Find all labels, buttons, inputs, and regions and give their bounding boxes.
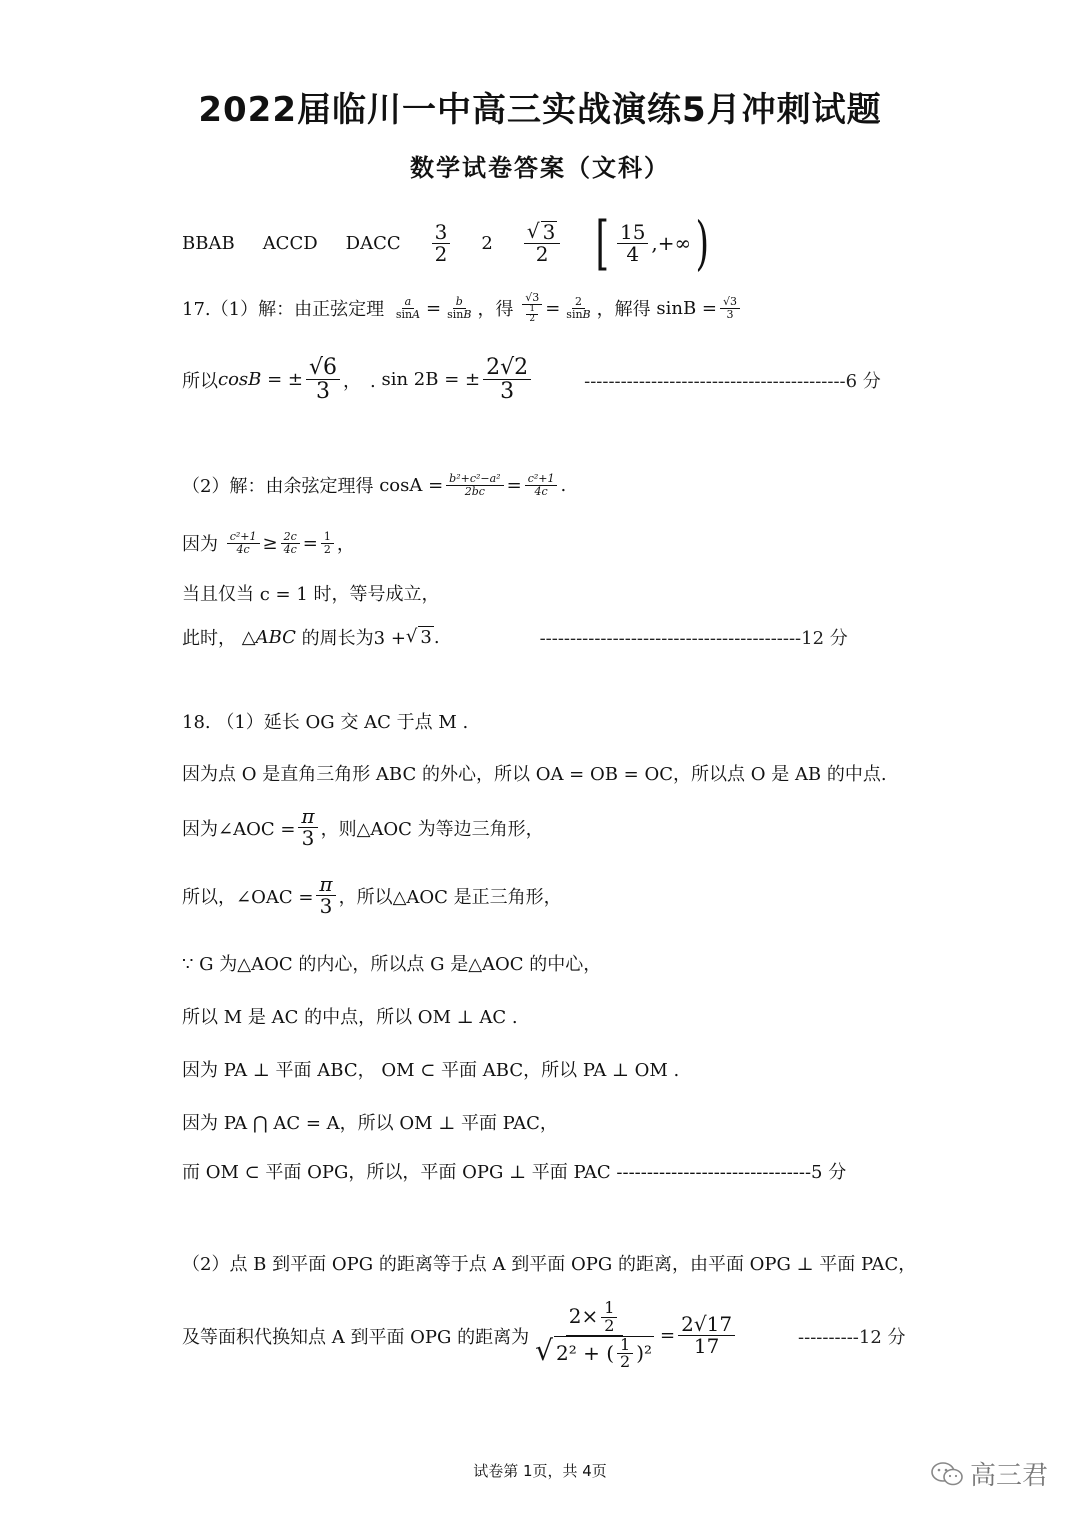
q18-line-1: 18. （1）延长 OG 交 AC 于点 M . [182,712,469,733]
answer-group-3: DACC [345,232,401,254]
page-footer: 试卷第 1页，共 4页 [473,1462,607,1480]
answers-row [182,209,714,277]
watermark-text: 高三君 [970,1461,1049,1491]
document-subtitle: 数学试卷答案（文科） [410,153,670,182]
answer-15: √ 3 2 [524,221,560,265]
q18-line-11: 及等面积代换知点 A 到平面 OPG 的距离为 2× $\frac{1}{2}$ √ 2² + ( $\frac{1}{2}$ )² = $\frac{2√17}{17}$ ----------12 分 [182,1298,906,1372]
answer-14: 2 [481,232,493,254]
q18-line-2: 因为点 O 是直角三角形 ABC 的外心，所以 OA = OB = OC，所以点 O 是 AB 的中点. [182,764,887,785]
answer-16: [ $\frac{15}{4}$ ,+∞ ) [595,209,710,277]
q17-line-3: （2）解：由余弦定理得 cosA = $\frac{\text{b²+c²−a²}}{2bc}$ = $\frac{\text{c²+1}}{4c}$ . [182,471,567,498]
answer-group-2: ACCD [262,232,318,254]
q17-score-1: -------------------------------------------6 分 [584,370,881,392]
q18-line-6: 所以 M 是 AC 的中点，所以 OM ⊥ AC . [182,1007,518,1028]
watermark [930,1455,1048,1492]
answer-group-1: BBAB [182,232,235,254]
q17-score-2: -------------------------------------------12 分 [539,628,848,649]
q18-line-5: ∵ G 为△AOC 的内心，所以点 G 是△AOC 的中心， [182,954,602,975]
q18-score-2: ----------12 分 [798,1326,906,1348]
q17-line-2: 所以 cosB = ± $\frac{√6}{3}$ ， . sin 2B = ± $\frac{2√2}{3}$ -------------------------------------------6 分 [182,355,881,405]
q17-line-4: 因为 $\frac{\text{c²+1}}{4c}$ ≥ $\frac{2c}{4c}$ = $\frac{1}{2}$ ， [182,529,355,556]
q18-line-4: 所以，∠OAC = $\frac{\pi}{3}$ ，所以△AOC 是正三角形， [182,872,562,918]
q18-line-3: 因为∠AOC = $\frac{\pi}{3}$ ，则△AOC 为等边三角形， [182,804,544,850]
answer-13: $\frac{3}{2}$ [432,222,451,265]
q17-line-6: 此时， △ABC 的周长为3 + √ 3 . -------------------------------------------12 分 [182,626,848,649]
q18-line-7: 因为 PA ⊥ 平面 ABC， OM ⊂ 平面 ABC，所以 PA ⊥ OM . [182,1060,680,1081]
distance-fraction: 2× $\frac{1}{2}$ √ 2² + ( $\frac{1}{2}$ )² [535,1298,653,1372]
q17-line-1: 17.（1）解：由正弦定理 $\frac{a}{\sin A}$ = $\frac{b}{\sin B}$ ，得 $\frac{√3}{\frac{1}{2}}$ = $\frac{2}{\sin B}$ ，解得 sinB = $\frac{√3}{3}$ [182,292,743,324]
document-title: 2022届临川一中高三实战演练5月冲刺试题 [198,90,882,130]
q18-line-9: 而 OM ⊂ 平面 OPG，所以，平面 OPG ⊥ 平面 PAC --------------------------------5 分 [182,1162,847,1183]
q18-line-10: （2）点 B 到平面 OPG 的距离等于点 A 到平面 OPG 的距离，由平面 OPG ⊥ 平面 PAC， [182,1254,917,1275]
q18-line-8: 因为 PA ⋂ AC = A，所以 OM ⊥ 平面 PAC， [182,1113,558,1134]
q17-line-5: 当且仅当 c = 1 时，等号成立， [182,584,440,605]
chat-bubble-icon [930,1460,964,1488]
